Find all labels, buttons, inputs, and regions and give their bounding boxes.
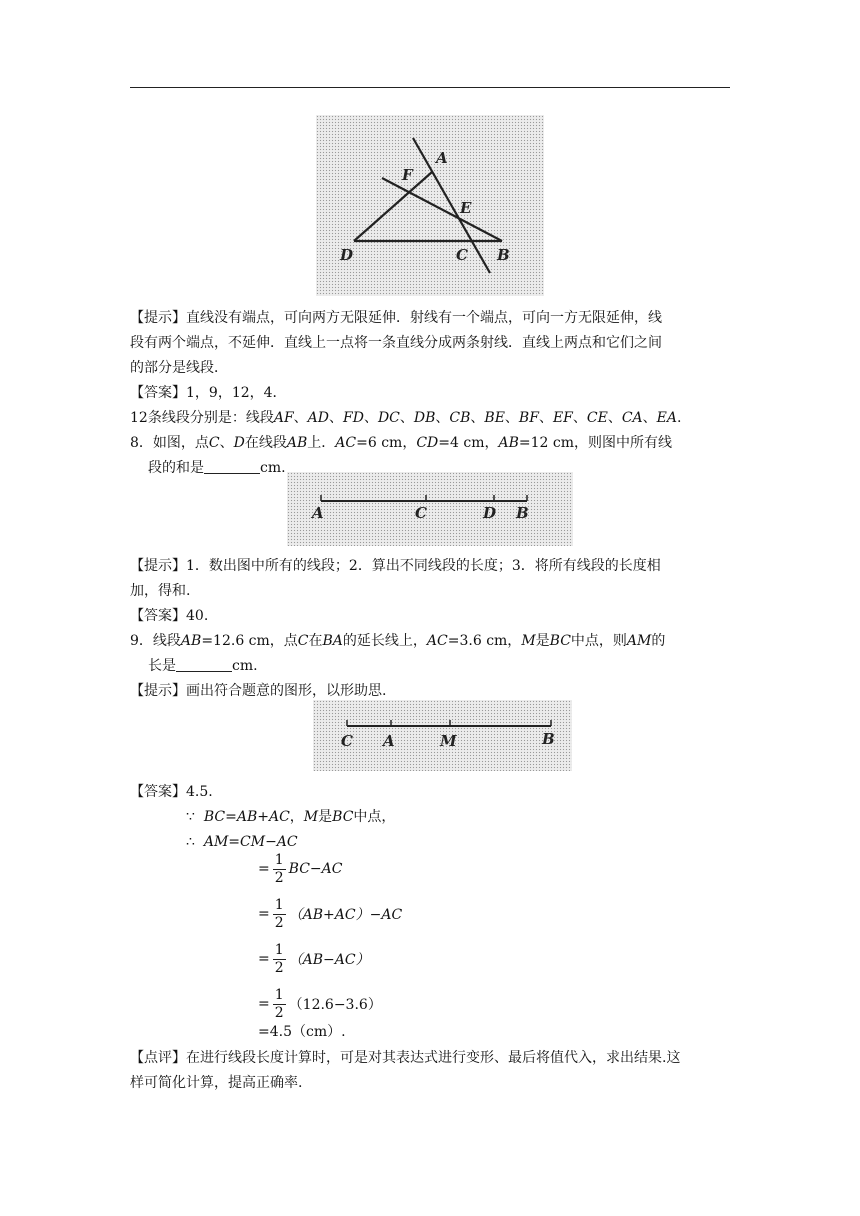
step-4: = $\frac{1}{2}$ （12.6−3.6） (258, 986, 382, 1021)
segments7: 12条线段分别是：线段AF、AD、FD、DC、DB、CB、BE、BF、EF、CE、CA、EA. (130, 410, 682, 426)
label-a: A (436, 149, 448, 167)
answer-blank (204, 459, 260, 474)
comment-block (130, 1046, 732, 1096)
label-e: E (460, 199, 472, 217)
question9-line2: 长是 cm. (148, 658, 258, 674)
label-a: A (383, 732, 395, 750)
figure-lines-triangle (316, 115, 544, 296)
hint9: 【提示】画出符合题意的图形，以形助思. (130, 683, 387, 699)
top-rule (130, 87, 730, 88)
fraction-one-half: $\frac{1}{2}$ (274, 896, 284, 931)
question8-line1: 8．如图，点C、D在线段AB上．AC=6 cm，CD=4 cm，AB=12 cm，则图中所有线 (130, 435, 673, 451)
line-through-a-e-c (413, 138, 490, 273)
hint7-line2: 段有两个端点，不延伸．直线上一点将一条直线分成两条射线．直线上两点和它们之间 (130, 335, 662, 351)
text-block-1 (130, 306, 732, 481)
question8-line2: 段的和是 cm. (148, 460, 286, 476)
answer9-block (130, 780, 732, 855)
fraction-one-half: $\frac{1}{2}$ (274, 851, 284, 886)
segment-da (354, 172, 432, 241)
hint8-line1: 【提示】1．数出图中所有的线段；2．算出不同线段的长度；3．将所有线段的长度相 (130, 558, 661, 574)
figure-segment-acdb (287, 472, 573, 546)
comment-line2: 样可简化计算，提高正确率. (130, 1075, 303, 1091)
hint8-line2: 加，得和. (130, 583, 191, 599)
label-b: B (497, 246, 510, 264)
fraction-one-half: $\frac{1}{2}$ (274, 986, 284, 1021)
answer7: 【答案】1，9，12，4． (130, 385, 287, 401)
answer9: 【答案】4.5. (130, 784, 213, 800)
label-b: B (542, 730, 555, 748)
figure-segment-camb (313, 700, 572, 771)
label-m: M (440, 732, 457, 750)
answer8: 【答案】40. (130, 608, 209, 624)
hint7-line1: 【提示】直线没有端点，可向两方无限延伸．射线有一个端点，可向一方无限延伸，线 (130, 310, 662, 326)
comment-line1: 【点评】在进行线段长度计算时，可是对其表达式进行变形、最后将值代入，求出结果.这 (130, 1050, 681, 1066)
answer-blank (176, 657, 232, 672)
because-line: ∵ BC=AB+AC，M是BC中点， (186, 809, 396, 825)
label-f: F (402, 166, 413, 184)
label-b: B (516, 504, 529, 522)
step-2: = $\frac{1}{2}$ （AB+AC）−AC (258, 896, 403, 931)
label-c: C (341, 732, 353, 750)
label-c: C (415, 504, 427, 522)
step-3: = $\frac{1}{2}$ （AB−AC） (258, 941, 370, 976)
question9-line1: 9．线段AB=12.6 cm，点C在BA的延长线上，AC=3.6 cm，M是BC中点，则AM的 (130, 633, 666, 649)
label-d: D (340, 246, 354, 264)
therefore-line: ∴ AM=CM−AC (186, 834, 298, 850)
hint7-line3: 的部分是线段． (130, 360, 228, 376)
label-c: C (456, 246, 468, 264)
step-1: = $\frac{1}{2}$ BC−AC (258, 851, 343, 886)
step-final: =4.5（cm）. (258, 1023, 346, 1040)
label-d: D (483, 504, 497, 522)
text-block-2 (130, 554, 732, 704)
label-a: A (312, 504, 324, 522)
fraction-one-half: $\frac{1}{2}$ (274, 941, 284, 976)
